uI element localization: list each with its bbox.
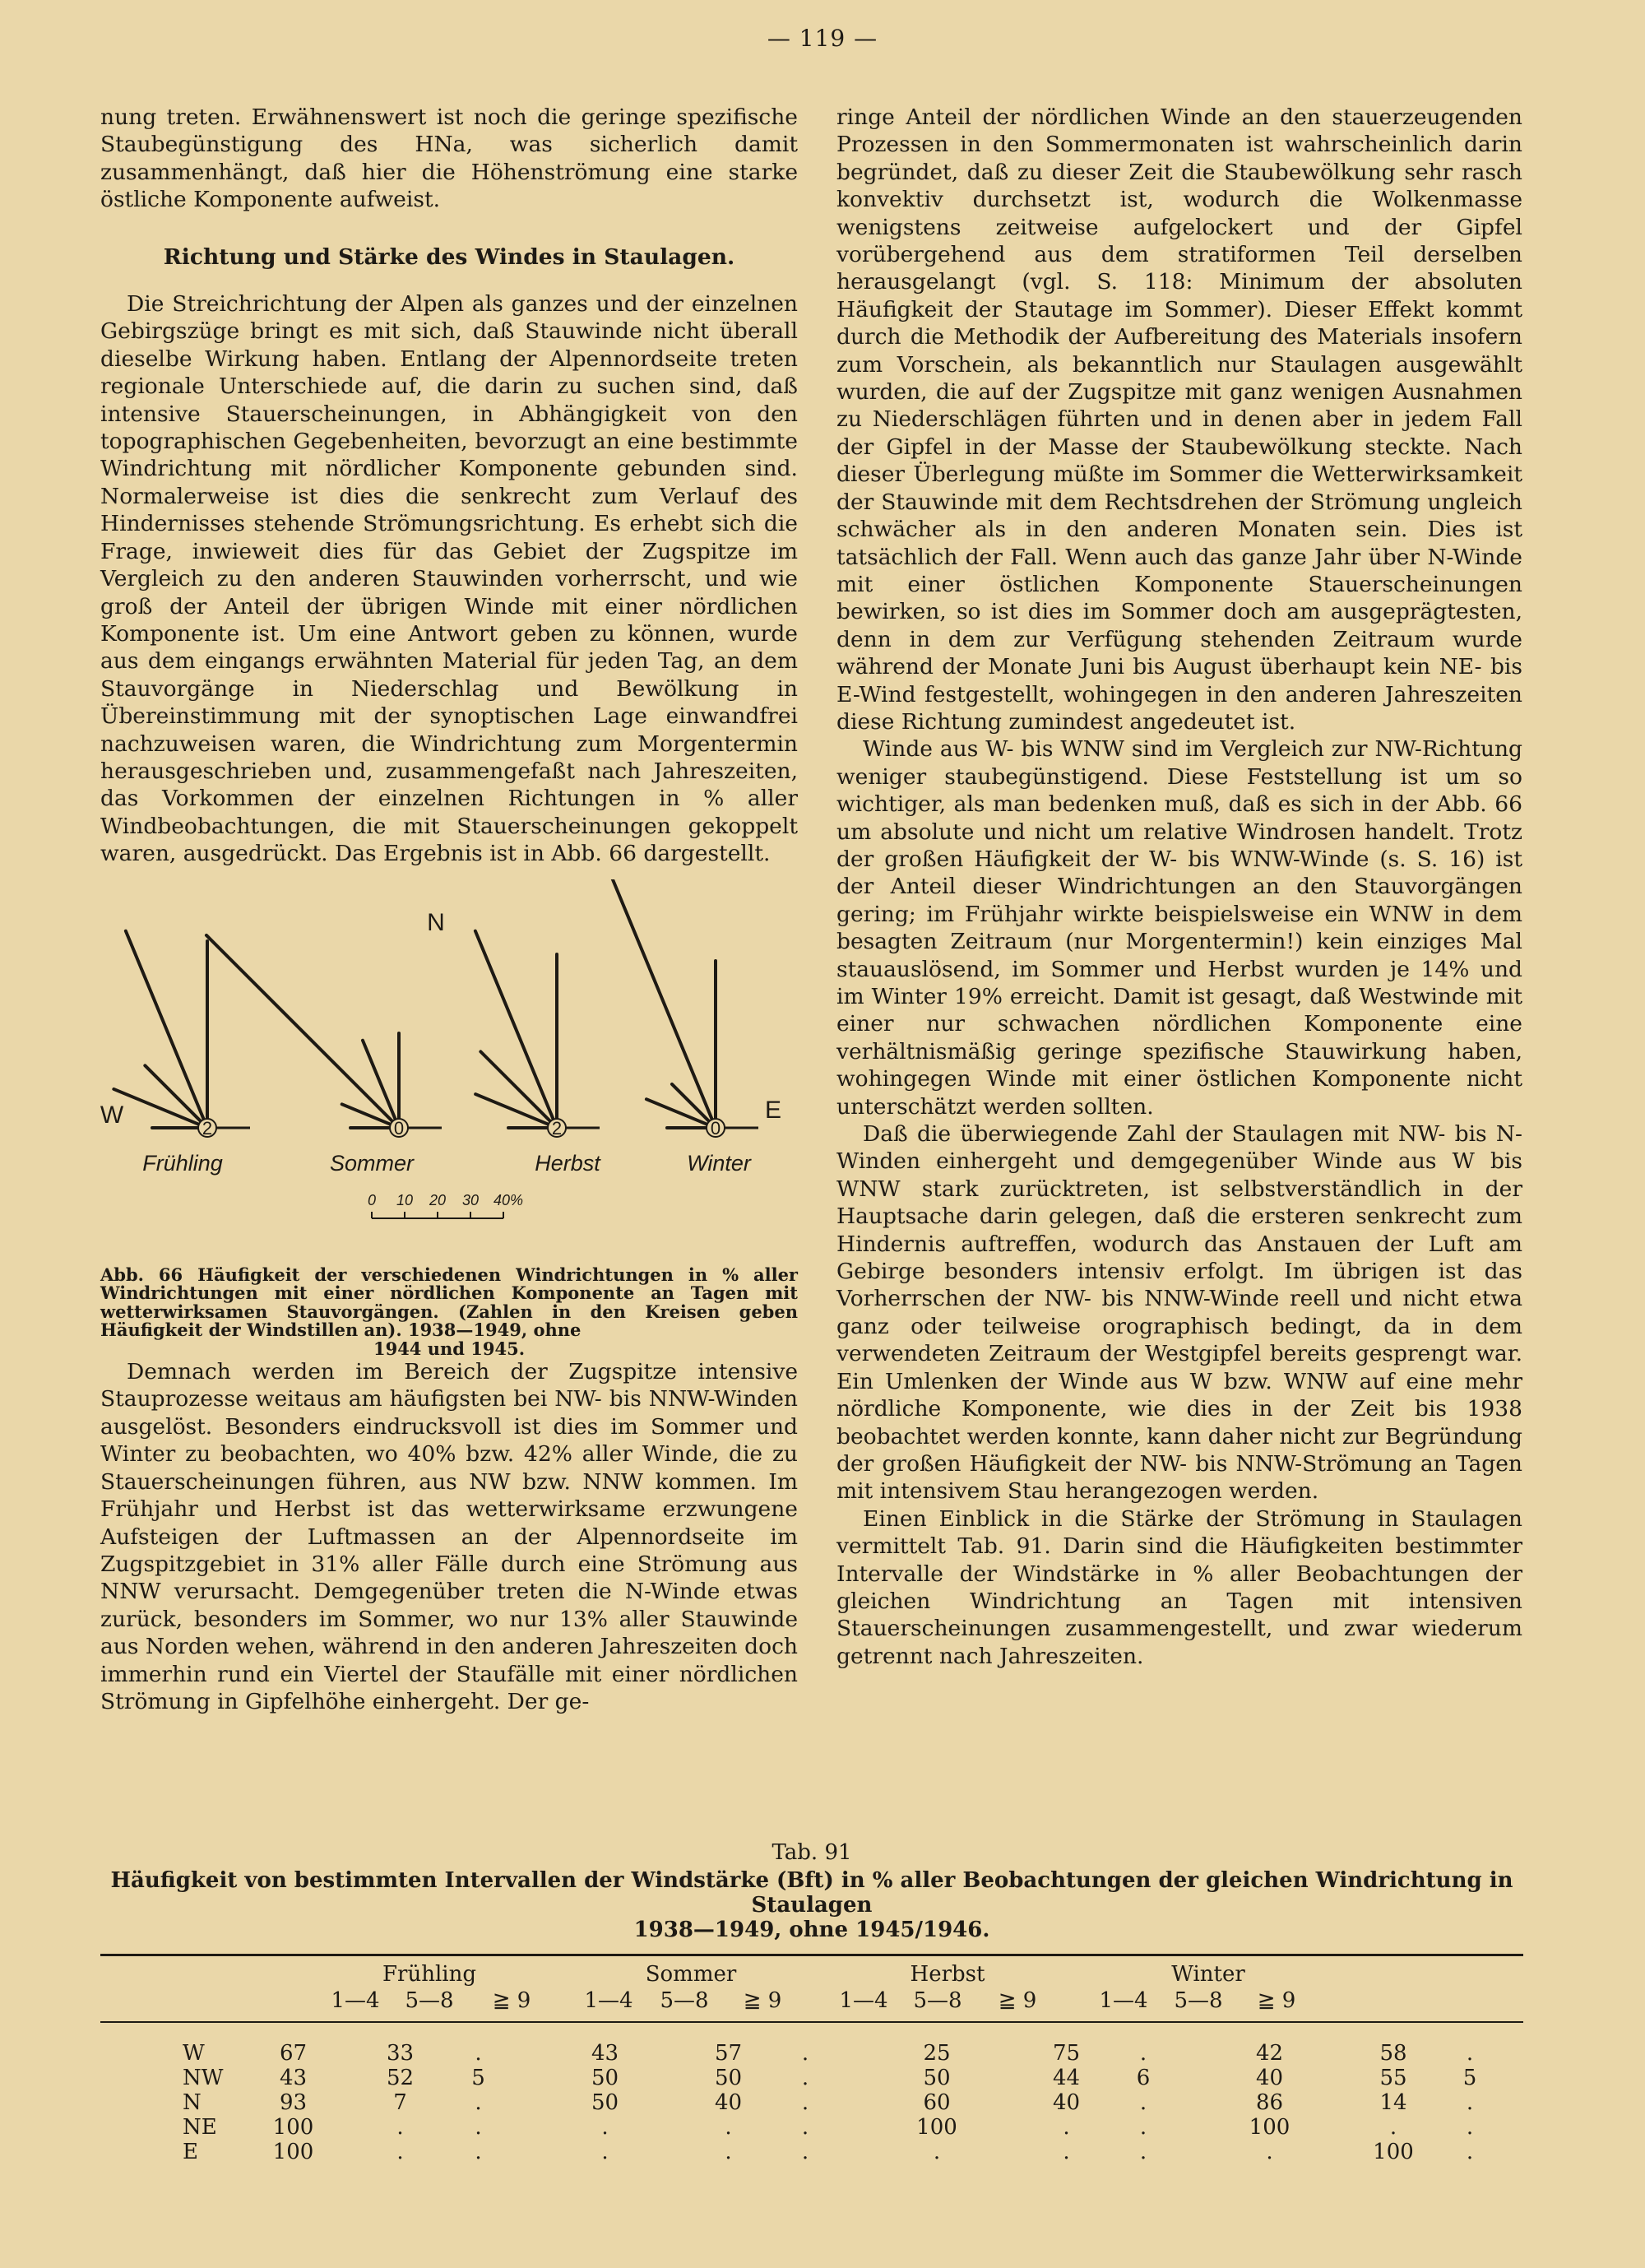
table-row <box>100 2041 1508 2066</box>
table-cell: . <box>801 2115 809 2140</box>
interval-header: 1—4 <box>1099 1988 1148 2013</box>
season-header: Sommer <box>645 1962 737 1987</box>
table-cell: . <box>1466 2041 1474 2066</box>
table-cell: . <box>1139 2115 1147 2140</box>
wind-rose-sommer <box>206 935 442 1176</box>
table-cell: 58 <box>1379 2041 1407 2066</box>
paragraph: Winde aus W- bis WNW sind im Vergleich zur NW-Richtung weniger staubegünstigend. Diese Feststellung ist um so wichtiger, als man bedenken muß, daß es sich in der Abb. 66 um absolute und nicht um relative Windrosen handelt. Trotz der großen Häufigkeit der W- bis WNW-Winde (s. S. 16) ist der Anteil dieser Windrichtungen an den Stauvorgängen gering; im Frühjahr wirkte beispielsweise ein WNW in dem besagten Zeitraum (nur Morgentermin!) kein einziges Mal stauauslösend, im Sommer und Herbst wurden je 14% und im Winter 19% erreicht. Damit ist gesagt, daß Westwinde mit einer nur schwachen nördlichen Komponente eine verhältnismäßig geringe spezifische Stauwirkung haben, wohingegen Winde mit einer östlichen Komponente nicht unterschätzt werden sollten. <box>836 736 1522 1120</box>
row-direction: N <box>183 2090 202 2115</box>
table-cell: 75 <box>1052 2041 1081 2066</box>
table-cell: 50 <box>923 2066 951 2090</box>
table-cell: 43 <box>591 2041 619 2066</box>
table-cell: 43 <box>279 2066 308 2090</box>
table-cell: 14 <box>1379 2090 1407 2115</box>
table-cell: 100 <box>272 2140 314 2164</box>
interval-header: 1—4 <box>584 1988 633 2013</box>
wind-rose-herbst <box>475 930 601 1175</box>
table-cell: . <box>1466 2140 1474 2164</box>
season-label: Winter <box>687 1150 751 1176</box>
table-cell: 33 <box>386 2041 415 2066</box>
table-cell: 25 <box>923 2041 951 2066</box>
calm-value: 0 <box>710 1117 721 1139</box>
table-cell: 42 <box>1255 2041 1284 2066</box>
wind-rose-diagram <box>100 879 798 1258</box>
wind-ray-nw <box>206 935 392 1121</box>
scale-bar <box>368 1192 523 1218</box>
wind-ray-nnw <box>606 879 712 1120</box>
compass-north-label: N <box>427 908 445 936</box>
paragraph: nung treten. Erwähnenswert ist noch die geringe spezifische Staubegünstigung des HNa, was sicherlich damit zusammenhängt, daß hier die Höhenströmung eine starke östliche Komponente aufweist. <box>100 104 798 213</box>
table-cell: 50 <box>591 2090 619 2115</box>
table-cell: . <box>475 2090 482 2115</box>
wind-rose-frühling <box>114 930 250 1175</box>
table-cell: 100 <box>1249 2115 1291 2140</box>
scale-tick-label: 20 <box>429 1191 447 1208</box>
interval-header: 5—8 <box>1174 1988 1223 2013</box>
season-header: Winter <box>1171 1962 1245 1987</box>
table-header-rule <box>100 2021 1523 2023</box>
interval-header: 5—8 <box>913 1988 962 2013</box>
table-cell: . <box>601 2140 609 2164</box>
table-cell: 60 <box>923 2090 951 2115</box>
table-cell: 40 <box>1052 2090 1081 2115</box>
season-label: Herbst <box>535 1150 600 1176</box>
table-cell: 6 <box>1136 2066 1151 2090</box>
section-heading: Richtung und Stärke des Windes in Staulagen. <box>163 243 735 270</box>
paragraph: ringe Anteil der nördlichen Winde an den stauerzeugenden Prozessen in den Sommermonaten ist wahrscheinlich darin begründet, daß zu dieser Zeit die Staubewölkung sehr rasch konvektiv durchsetzt ist, wodurch die Wolkenmasse wenigstens zeitweise aufgelockert und der Gipfel vorübergehend aus dem stratiformen Teil derselben herausgelangt (vgl. S. 118: Minimum der absoluten Häufigkeit der Stautage im Sommer). Dieser Effekt kommt durch die Methodik der Aufbereitung des Materials insofern zum Vorschein, als bekanntlich nur Staulagen ausgewählt wurden, die auf der Zugspitze mit ganz wenigen Ausnahmen zu Niederschlägen führten und in denen aber in jedem Fall der Gipfel in der Masse der Staubewölkung steckte. Nach dieser Überlegung müßte im Sommer die Wetterwirksamkeit der Stauwinde mit dem Rechtsdrehen der Strömung ungleich schwächer als in den anderen Monaten sein. Dies ist tatsächlich der Fall. Wenn auch das ganze Jahr über N-Winde mit einer östlichen Komponente Stauerscheinungen bewirken, so ist dies im Sommer doch am ausgeprägtesten, denn in dem zur Verfügung stehenden Zeitraum wurde während der Monate Juni bis August überhaupt kein NE- bis E-Wind festgestellt, wohingegen in den anderen Jahreszeiten diese Richtung zumindest angedeutet ist. <box>836 104 1522 735</box>
calm-value: 2 <box>202 1117 213 1139</box>
interval-header: ≧ 9 <box>998 1988 1037 2013</box>
page-number: — 119 — <box>767 25 878 52</box>
table-cell: . <box>801 2090 809 2115</box>
table-top-rule <box>100 1954 1523 1956</box>
calm-value: 2 <box>551 1117 563 1139</box>
table-91 <box>100 1840 1523 2164</box>
calm-value: 0 <box>393 1117 405 1139</box>
figure-caption <box>100 1266 798 1359</box>
table-cell: 5 <box>471 2066 485 2090</box>
table-cell: 67 <box>279 2041 308 2066</box>
table-cell: . <box>396 2140 404 2164</box>
table-title-period: 1938—1949, ohne 1945/1946. <box>633 1918 990 1942</box>
wind-rose-figure <box>100 879 798 1258</box>
table-cell: 93 <box>279 2090 308 2115</box>
table-cell: . <box>1139 2090 1147 2115</box>
table-cell: 40 <box>1255 2066 1284 2090</box>
table-cell: . <box>1063 2140 1070 2164</box>
paragraph: Einen Einblick in die Stärke der Strömung in Staulagen vermittelt Tab. 91. Darin sind die Häufigkeiten bestimmter Intervalle der Windstärke in % aller Beobachtungen der gleichen Windrichtung an Tagen mit intensiven Stauerscheinungen zusammengestellt, und zwar wiederum getrennt nach Jahreszeiten. <box>836 1505 1522 1669</box>
table-cell: . <box>801 2140 809 2164</box>
table-body <box>100 2041 1508 2164</box>
compass-east-label: E <box>764 1096 782 1124</box>
season-label: Sommer <box>329 1150 415 1176</box>
scale-tick-label: 0 <box>367 1191 377 1208</box>
table-label: Tab. 91 <box>772 1840 852 1865</box>
wind-ray-nnw <box>475 930 554 1119</box>
wind-ray-nnw <box>126 930 204 1119</box>
caption-text: Abb. 66 Häufigkeit der verschiedenen Windrichtungen in % aller Windrichtungen mit einer nördlichen Komponente an Tagen mit wetterwirksamen Stauvorgängen. (Zahlen in den Kreisen geben Häufigkeit der Windstillen an). 1938—1949, ohne <box>100 1264 798 1341</box>
season-header: Herbst <box>910 1962 985 1987</box>
interval-header: ≧ 9 <box>743 1988 782 2013</box>
interval-header: 1—4 <box>331 1988 380 2013</box>
table-title-line: Häufigkeit von bestimmten Intervallen der Windstärke (Bft) in % aller Beobachtungen der gleichen Windrichtung in Staulagen <box>110 1868 1513 1918</box>
table-cell: 50 <box>591 2066 619 2090</box>
table-cell: . <box>475 2041 482 2066</box>
table-cell: 100 <box>1373 2140 1414 2164</box>
table-cell: 7 <box>393 2090 407 2115</box>
scale-tick-label: 30 <box>461 1191 480 1208</box>
table-cell: . <box>1139 2140 1147 2164</box>
table-cell: . <box>475 2140 482 2164</box>
row-direction: E <box>183 2140 198 2164</box>
scale-tick-label: 10 <box>396 1191 414 1208</box>
compass-west-label: W <box>100 1101 124 1129</box>
table-cell: 5 <box>1462 2066 1477 2090</box>
table-cell: 55 <box>1379 2066 1407 2090</box>
season-label: Frühling <box>142 1150 223 1176</box>
wind-rose-winter <box>606 879 758 1176</box>
table-cell: . <box>801 2066 809 2090</box>
table-cell: . <box>1063 2115 1070 2140</box>
interval-header: 1—4 <box>839 1988 888 2013</box>
table-cell: 44 <box>1052 2066 1081 2090</box>
row-direction: NW <box>183 2066 224 2090</box>
season-header: Frühling <box>382 1962 476 1987</box>
table-cell: . <box>725 2115 732 2140</box>
interval-header: 5—8 <box>660 1988 709 2013</box>
scale-tick-label: 40% <box>493 1191 524 1208</box>
table-cell: 50 <box>714 2066 743 2090</box>
table-cell: . <box>396 2115 404 2140</box>
table-cell: . <box>933 2140 941 2164</box>
interval-header: 5—8 <box>405 1988 454 2013</box>
table-cell: 100 <box>916 2115 957 2140</box>
table-cell: . <box>601 2115 609 2140</box>
table-row <box>100 2066 1508 2090</box>
caption-text-end: 1944 und 1945. <box>373 1338 526 1359</box>
table-cell: 57 <box>714 2041 743 2066</box>
table-cell: . <box>1466 2115 1474 2140</box>
table-cell: . <box>1139 2041 1147 2066</box>
right-column <box>836 104 1522 1670</box>
table-cell: . <box>725 2140 732 2164</box>
table-cell: 40 <box>714 2090 743 2115</box>
paragraph: Daß die überwiegende Zahl der Staulagen mit NW- bis N-Winden einhergeht und demgegenüber Winde aus W bis WNW stark zurücktreten, ist selbstverständlich in der Hauptsache darin gelegen, daß die ersteren senkrecht zum Hindernis auftreffen, wodurch das Anstauen der Luft am Gebirge besonders intensiv erfolgt. Im übrigen ist das Vorherrschen der NW- bis NNW-Winde reell und nicht etwa ganz oder teilweise orographisch bedingt, da in dem verwendeten Zeitraum der Westgipfel bereits gesprengt war. Ein Umlenken der Winde aus W bzw. WNW auf eine mehr nördliche Komponente, wie dies in der Zeit bis 1938 beobachtet werden konnte, kann daher nicht zur Begründung der großen Häufigkeit der NW- bis NNW-Strömung an Tagen mit intensivem Stau herangezogen werden. <box>836 1121 1522 1505</box>
table-cell: 100 <box>272 2115 314 2140</box>
table-cell: . <box>1266 2140 1273 2164</box>
paragraph: Die Streichrichtung der Alpen als ganzes und der einzelnen Gebirgszüge bringt es mit sich, daß Stauwinde nicht überall dieselbe Wirkung haben. Entlang der Alpennordseite treten regionale Unterschiede auf, die darin zu suchen sind, daß intensive Stauerscheinungen, in Abhängigkeit von den topographischen Gegebenheiten, bevorzugt an eine bestimmte Windrichtung mit nördlicher Komponente gebunden sind. Normalerweise ist dies die senkrecht zum Verlauf des Hindernisses stehende Strömungsrichtung. Es erhebt sich die Frage, inwieweit dies für das Gebiet der Zugspitze im Vergleich zu den anderen Stauwinden vorherrscht, und wie groß der Anteil der übrigen Winde mit einer nördlichen Komponente ist. Um eine Antwort geben zu können, wurde aus dem eingangs erwähnten Material für jeden Tag, an dem Stauvorgänge in Niederschlag und Bewölkung in Übereinstimmung mit der synoptischen Lage einwandfrei nachzuweisen waren, die Windrichtung zum Morgentermin herausgeschrieben und, zusammengefaßt nach Jahreszeiten, das Vorkommen der einzelnen Richtungen in % aller Windbeobachtungen, die mit Stauerscheinungen gekoppelt waren, ausgedrückt. Das Ergebnis ist in Abb. 66 dargestellt. <box>100 291 798 867</box>
table-cell: 52 <box>386 2066 415 2090</box>
interval-header: ≧ 9 <box>492 1988 531 2013</box>
table-cell: . <box>475 2115 482 2140</box>
interval-header: ≧ 9 <box>1257 1988 1296 2013</box>
table-row <box>100 2140 1508 2164</box>
table-cell: 86 <box>1255 2090 1284 2115</box>
table-row <box>100 2115 1508 2140</box>
row-direction: NE <box>183 2115 217 2140</box>
left-column <box>100 104 798 1715</box>
table-cell: . <box>1466 2090 1474 2115</box>
paragraph: Demnach werden im Bereich der Zugspitze intensive Stauprozesse weitaus am häufigsten bei NW- bis NNW-Winden ausgelöst. Besonders eindrucksvoll ist dies im Sommer und Winter zu beobachten, wo 40% bzw. 42% aller Winde, die zu Stauerscheinungen führen, aus NW bzw. NNW kommen. Im Frühjahr und Herbst ist das wetterwirksame erzwungene Aufsteigen der Luftmassen an der Alpennordseite im Zugspitzgebiet in 31% aller Fälle durch eine Strömung aus NNW verursacht. Demgegenüber treten die N-Winde etwas zurück, besonders im Sommer, wo nur 13% aller Stauwinde aus Norden wehen, während in den anderen Jahreszeiten doch immerhin rund ein Viertel der Staufälle mit einer nördlichen Strömung in Gipfelhöhe einhergeht. Der ge- <box>100 1359 798 1714</box>
table-cell: . <box>801 2041 809 2066</box>
table-title <box>100 1868 1523 1942</box>
row-direction: W <box>183 2041 205 2066</box>
table-row <box>100 2090 1508 2115</box>
table-cell: . <box>1389 2115 1397 2140</box>
